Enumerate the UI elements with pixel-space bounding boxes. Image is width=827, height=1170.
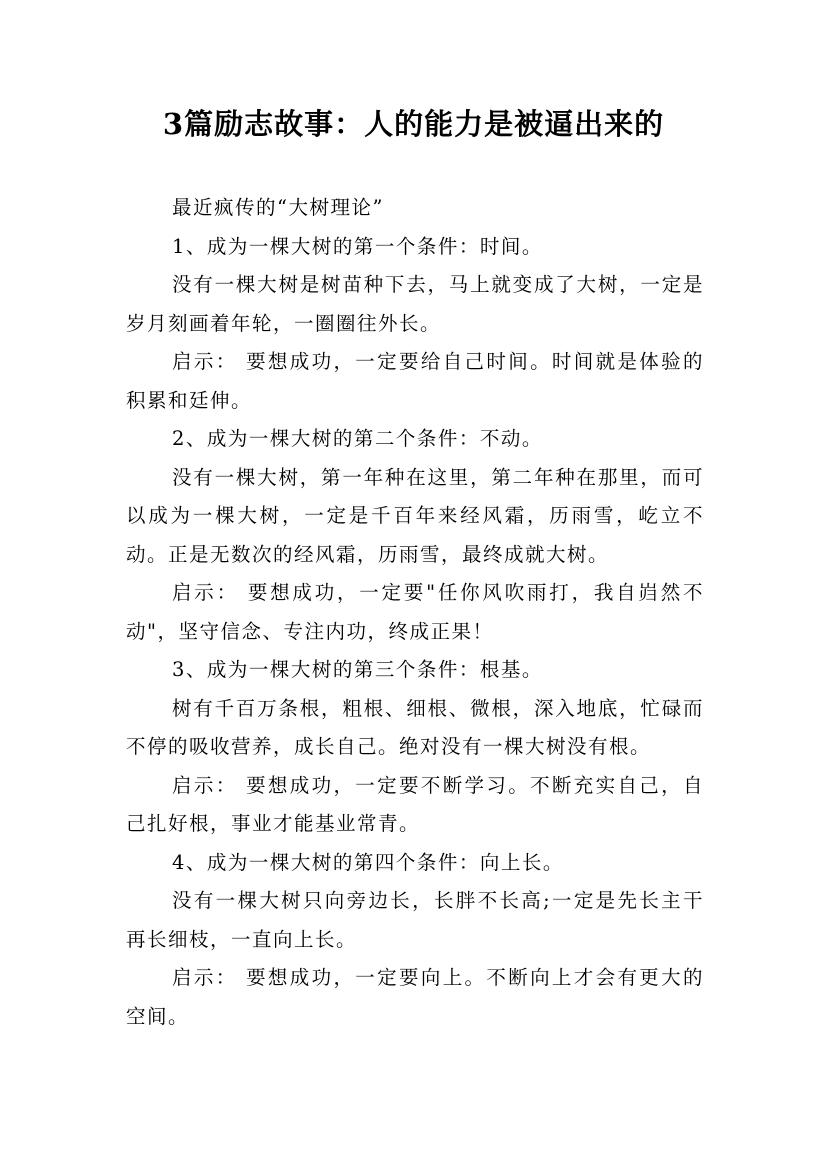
condition-3-text: 树有千百万条根，粗根、细根、微根，深入地底，忙碌而不停的吸收营养，成长自己。绝对没有一棵大树没有根。 xyxy=(126,696,704,758)
condition-2-text: 没有一棵大树，第一年种在这里，第二年种在那里，而可以成为一棵大树，一定是千百年来经风霜，历雨雪，屹立不动。正是无数次的经风霜，历雨雪，最终成就大树。 xyxy=(126,465,704,566)
condition-1-text: 没有一棵大树是树苗种下去，马上就变成了大树，一定是岁月刻画着年轮，一圈圈往外长。 xyxy=(126,273,704,335)
condition-2-insight: 启示： 要想成功，一定要"任你风吹雨打，我自岿然不动"，坚守信念、专注内功，终成正果！ xyxy=(126,581,704,643)
condition-4-insight: 启示： 要想成功，一定要向上。不断向上才会有更大的空间。 xyxy=(126,966,704,1028)
intro-heading: 最近疯传的“大树理论” xyxy=(172,196,384,219)
document-title: 3篇励志故事：人的能力是被逼出来的 xyxy=(162,107,665,141)
document-body xyxy=(126,189,704,1036)
condition-1-insight: 启示： 要想成功，一定要给自己时间。时间就是体验的积累和廷伸。 xyxy=(126,350,704,412)
condition-4-text: 没有一棵大树只向旁边长，长胖不长高;一定是先长主干再长细枝，一直向上长。 xyxy=(126,889,704,951)
condition-4-heading: 4、成为一棵大树的第四个条件：向上长。 xyxy=(172,850,564,874)
condition-2-heading: 2、成为一棵大树的第二个条件：不动。 xyxy=(172,427,543,450)
condition-1-heading: 1、成为一棵大树的第一个条件：时间。 xyxy=(172,234,543,258)
condition-3-insight: 启示： 要想成功，一定要不断学习。不断充实自己，自己扎好根，事业才能基业常青。 xyxy=(126,773,704,835)
condition-3-heading: 3、成为一棵大树的第三个条件：根基。 xyxy=(172,658,543,681)
